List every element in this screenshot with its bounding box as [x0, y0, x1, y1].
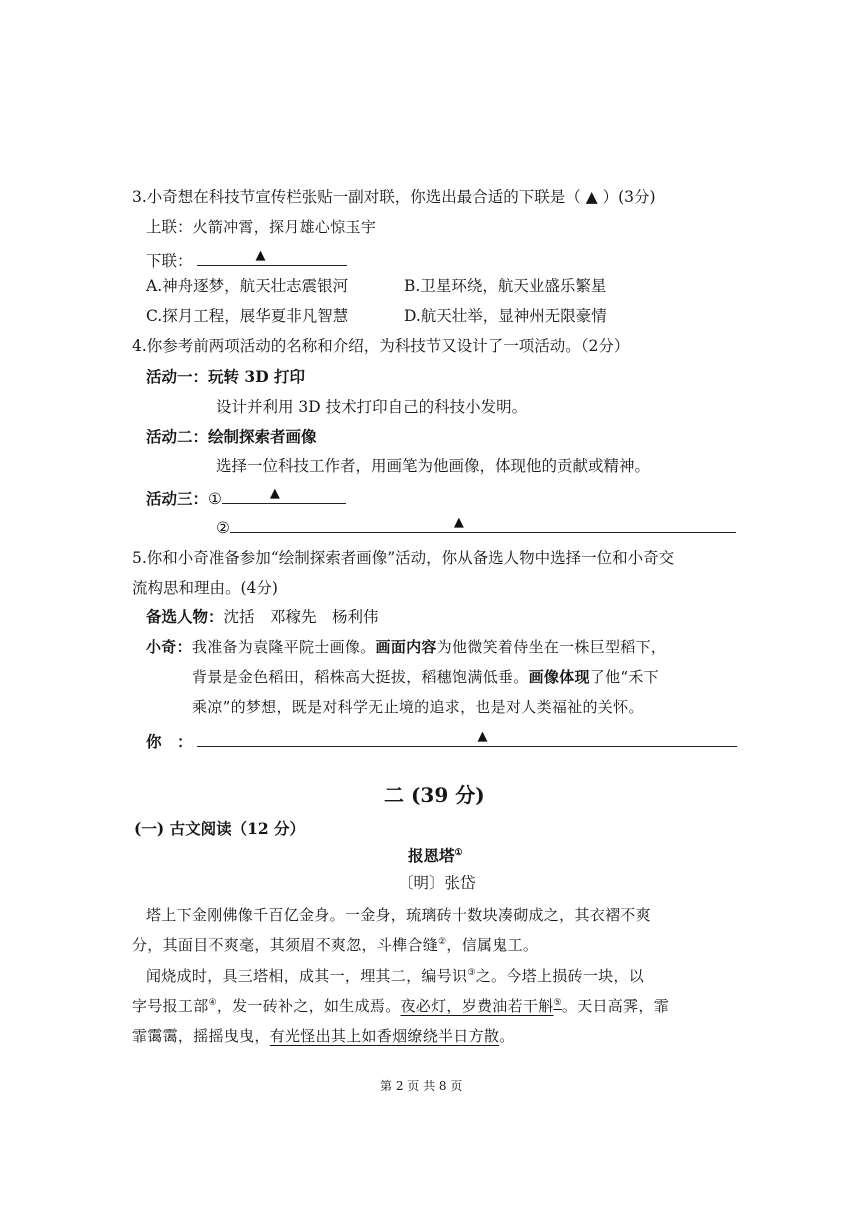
- passage-text: 闻烧成时，具三塔相，成其一，埋其二，编号识: [146, 967, 468, 985]
- xiaoqi-text-2b: 画像体现: [528, 668, 590, 686]
- passage-text: ，信属鬼工。: [446, 936, 539, 954]
- passage-p1-line1: 塔上下金刚佛像千百亿金身。一金身，琉璃砖十数块凑砌成之，其衣褶不爽: [146, 906, 651, 924]
- xiaoqi-line3: 乘凉”的梦想，既是对科学无止境的追求，也是对人类福祉的关怀。: [192, 698, 644, 716]
- passage-p2-line3: [132, 1025, 515, 1047]
- xiaoqi-text-2a: 背景是金色稻田，稻株高大挺拔，稻穗饱满低垂。: [192, 668, 529, 686]
- answer-triangle: ▲: [269, 486, 280, 501]
- you-label: 你 ：: [146, 732, 193, 751]
- passage-text: 字号报工部: [132, 997, 209, 1015]
- passage-p2-line2: [132, 995, 669, 1017]
- you-answer-row: [146, 728, 737, 753]
- lower-label: 下联：: [146, 252, 193, 270]
- q5-stem-line2: 流构思和理由。(4分): [132, 579, 278, 597]
- answer-triangle: ▲: [477, 729, 488, 744]
- xiaoqi-label: 小奇：: [146, 638, 192, 656]
- note-3: ③: [467, 968, 476, 978]
- q4-stem: 4.你参考前两项活动的名称和介绍，为科技节又设计了一项活动。（2分）: [132, 337, 630, 355]
- part-2-title: 二 (39 分): [384, 783, 485, 807]
- you-answer-blank[interactable]: [197, 728, 737, 747]
- q3-option-a: A.神舟逐梦，航天壮志震银河: [146, 277, 349, 295]
- page-footer: 第 2 页 共 8 页: [380, 1079, 463, 1093]
- xiaoqi-text-1c: 为他微笑着侍坐在一株巨型稻下，: [436, 638, 667, 656]
- candidates-list: 沈括 邓稼先 杨利伟: [223, 608, 379, 626]
- activity-1-name: 玩转 3D 打印: [208, 367, 306, 386]
- note-5: ⑤: [553, 998, 562, 1008]
- passage-text: 。: [499, 1027, 515, 1045]
- q5-candidates: [146, 606, 379, 628]
- q3-option-d: D.航天壮举，显神州无限豪情: [404, 307, 607, 325]
- classical-reading-title: (一) 古文阅读（12 分）: [134, 819, 306, 838]
- xiaoqi-text-1b: 画面内容: [375, 638, 437, 656]
- candidates-label: 备选人物：: [146, 607, 224, 626]
- q3-stem: 3.小奇想在科技节宣传栏张贴一副对联，你选出最合适的下联是（ ▲ ）(3分): [132, 188, 656, 206]
- activity-2-label: 活动二：: [146, 427, 209, 446]
- note-4: ④: [208, 998, 217, 1008]
- q3-lower-couplet: [146, 247, 347, 272]
- blank-1-number: ①: [208, 490, 222, 508]
- activity-3-desc-blank[interactable]: [230, 514, 736, 533]
- passage-text: 之。今塔上损砖一块，以: [475, 967, 644, 985]
- underlined-sentence-1: 夜必灯，岁费油若干斛: [400, 997, 554, 1015]
- activity-3-row2: [216, 514, 736, 539]
- xiaoqi-text-1a: 我准备为袁隆平院士画像。: [191, 638, 376, 656]
- activity-2-title: [146, 426, 317, 448]
- q3-option-c: C.探月工程，展华夏非凡智慧: [146, 307, 349, 325]
- passage-p1-line2: [132, 934, 538, 956]
- q3-upper-couplet: [146, 216, 376, 238]
- activity-3-name-blank[interactable]: [222, 485, 346, 504]
- activity-2-name: 绘制探索者画像: [208, 427, 317, 446]
- upper-text: 火箭冲霄，探月雄心惊玉宇: [192, 218, 377, 236]
- answer-triangle: ▲: [255, 248, 266, 263]
- note-2: ②: [438, 937, 447, 947]
- poem-title-text: 报恩塔: [408, 846, 455, 865]
- underlined-sentence-2: 有光怪出其上如香烟缭绕半日方散: [269, 1027, 500, 1045]
- passage-text: 霏霭霭，摇摇曳曳，: [132, 1027, 270, 1045]
- poem-title-note: ①: [454, 847, 463, 858]
- activity-3-row1: [146, 485, 346, 510]
- q5-stem-line1: 5.你和小奇准备参加“绘制探索者画像”活动，你从备选人物中选择一位和小奇交: [132, 549, 675, 567]
- activity-1-title: [146, 366, 305, 388]
- activity-1-label: 活动一：: [146, 367, 209, 386]
- blank-2-number: ②: [216, 519, 230, 537]
- xiaoqi-line2: [192, 666, 659, 688]
- poem-author: 〔明〕张岱: [398, 874, 476, 892]
- lower-blank[interactable]: [197, 247, 347, 266]
- xiaoqi-text-2c: 了他“禾下: [589, 668, 659, 686]
- upper-label: 上联：: [146, 218, 193, 236]
- passage-text: 。天日高霁，霏: [561, 997, 669, 1015]
- passage-text: ，发一砖补之，如生成焉。: [216, 997, 401, 1015]
- answer-triangle: ▲: [453, 515, 464, 530]
- activity-3-label: 活动三：: [146, 489, 209, 508]
- poem-title: [408, 845, 463, 867]
- activity-2-desc: 选择一位科技工作者，用画笔为他画像，体现他的贡献或精神。: [216, 457, 651, 475]
- xiaoqi-line1: [146, 636, 666, 658]
- q3-option-b: B.卫星环绕，航天业盛乐繁星: [404, 277, 607, 295]
- passage-p2-line1: [146, 965, 644, 987]
- passage-text: 分，其面目不爽毫，其须眉不爽忽，斗榫合缝: [132, 936, 439, 954]
- activity-1-desc: 设计并利用 3D 技术打印自己的科技小发明。: [216, 398, 528, 416]
